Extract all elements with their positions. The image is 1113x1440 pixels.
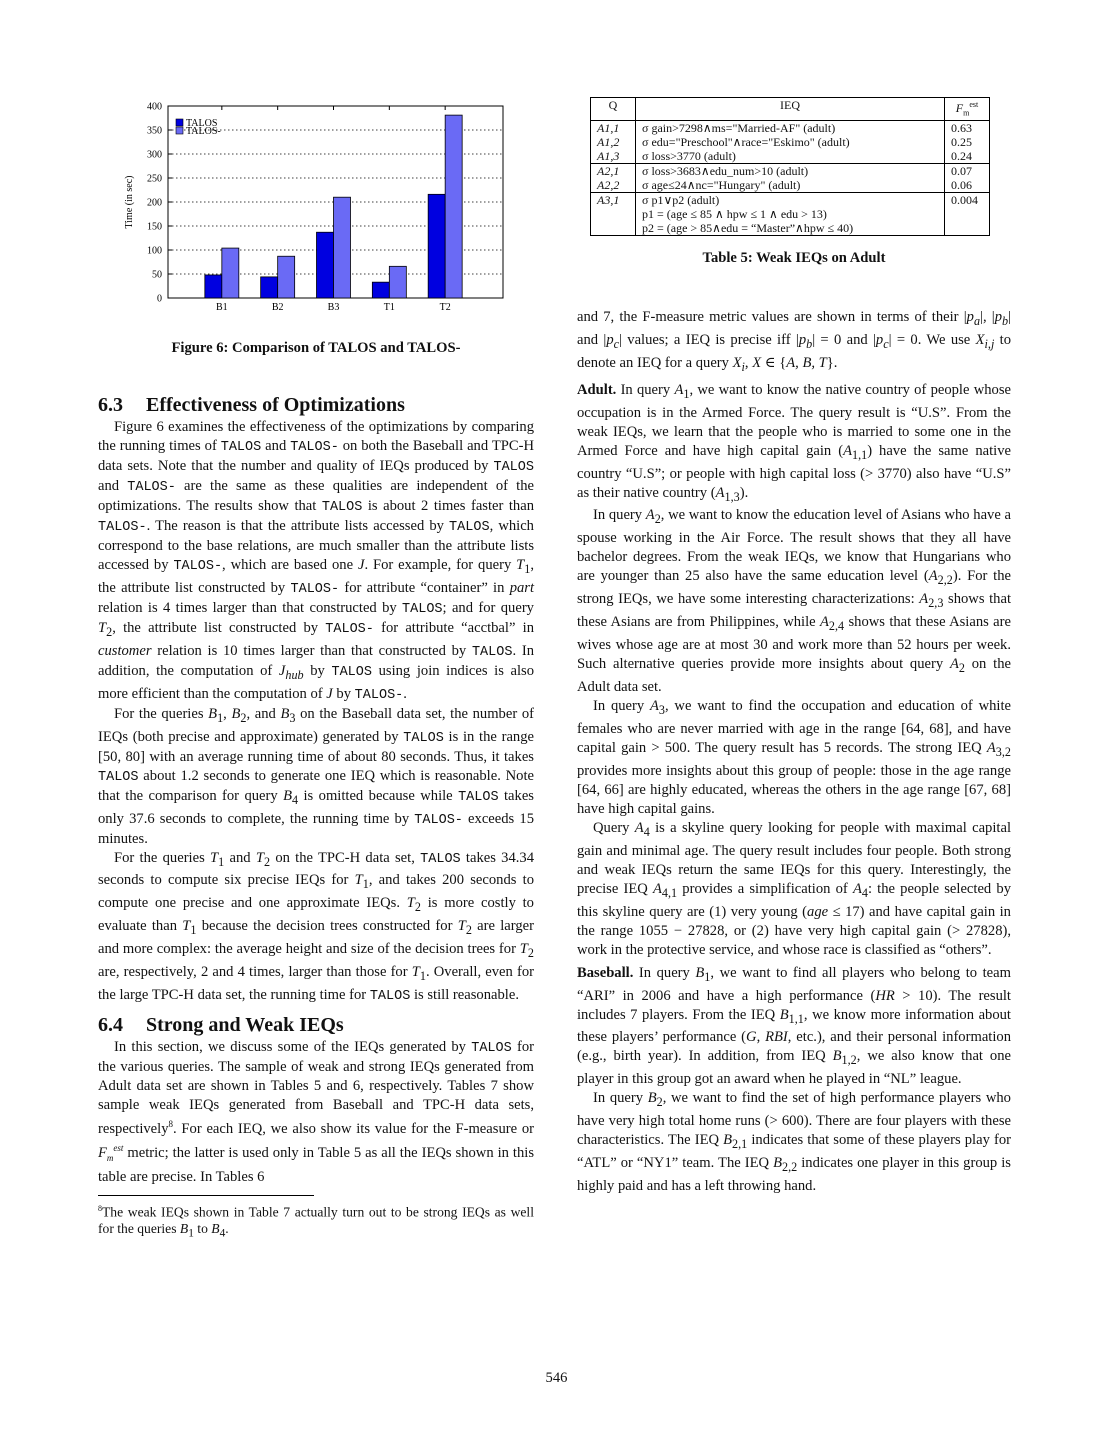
ieq-expression: σ loss>3770 (adult) [636,149,945,164]
legend-swatch [176,127,183,134]
y-tick-label: 100 [147,245,162,257]
paragraph: In query $B_2$, we want to find the set of high performance players who have very high total home runs (> 600). There are four players with these characteristics. The IEQ $B_{2,1}$ indicates that some of these players play for “ATL” or “NY1” team. The IEQ $B_{2,2}$ indicates one player in this group is highly paid and has a left throwing hand. [577,1090,1011,1195]
ieq-expression: σ p1∨p2 (adult) [636,193,945,208]
row-label: A2,1 [591,164,636,179]
bar-chart [118,96,518,316]
paragraph: In query $A_3$, we want to find the occupation and education of white females who are never married with age in the range [64, 68], and have capital gain > 500. The query result has 5 records. The strong IEQ $A_{3,2}$ provides more insights about this group of people: those in the age range [64, 66] are highly educated, whereas the others in the age range [67, 68] have high capital gains. [577,697,1011,817]
section-heading-6-4: 6.4 Strong and Weak IEQs [98,1013,344,1036]
x-tick-label: B1 [215,302,228,313]
bar-talos-B3 [317,232,334,298]
table-row [591,221,990,236]
paragraph: In this section, we discuss some of the IEQs generated by TALOS for the various queries. The sample of weak and strong IEQs generated from Adult data set are shown in Tables 5 and 6, respectively. Tables 7 show sample weak IEQs generated from Baseball and TPC-H data sets, respectively$^8$. For each IEQ, we also show its value for the F-measure or $F_m^{est}$ metric; the latter is used only in Table 5 as all the IEQs shown in this table are precise. In Tables 6 [98,1038,534,1185]
y-tick-label: 400 [147,101,162,113]
y-tick-label: 350 [147,125,162,137]
x-tick-label: B3 [327,302,340,313]
ieq-expression: p2 = (age > 85∧edu = “Master”∧hpw ≤ 40) [636,221,945,236]
legend-label: TALOS [186,118,218,129]
footnote-rule [98,1195,314,1196]
y-tick-label: 50 [152,269,162,281]
section-heading-6-3: 6.3 Effectiveness of Optimizations [98,394,405,416]
row-label [591,221,636,236]
bar-talosminus-T2 [445,115,462,298]
left-column [98,392,534,1243]
paragraph: Adult. In query $A_1$, we want to know the native country of people whose occupation is in the Armed Force. The query result is “U.S”. From the weak IEQs, we learn that the people who is married to some one in the Armed Force and have high capital gain $(A_{1,1})$ have the same native country “U.S”; or people with high capital loss (> 3770) also have “U.S” as their native country $(A_{1,3})$. [577,381,1011,504]
paragraph: For the queries $B_1$, $B_2$, and $B_3$ on the Baseball data set, the number of IEQs (both precise and approximate) generated by TALOS is in the range [50, 80] with an average running time of about 80 seconds. Thus, it takes TALOS about 1.2 seconds to generate one IEQ which is reasonable. Note that the comparison for query $B_4$ is omitted because while TALOS takes only 37.6 seconds to complete, the running time by TALOS- exceeds 15 minutes. [98,705,534,847]
x-tick-label: B2 [271,302,284,313]
row-label [591,207,636,221]
row-label: A3,1 [591,193,636,208]
bar-talos-B1 [205,275,222,298]
table-row [591,149,990,164]
ieq-expression: p1 = (age ≤ 85 ∧ hpw ≤ 1 ∧ edu > 13) [636,207,945,221]
row-label: A2,2 [591,178,636,193]
row-label: A1,3 [591,149,636,164]
y-tick-label: 300 [147,149,162,161]
figure-caption: Figure 6: Comparison of TALOS and TALOS- [171,340,461,356]
bar-talos-B2 [261,277,278,298]
fmest-value: 0.24 [945,149,990,164]
table-5 [590,97,990,236]
paragraph: Query $A_4$ is a skyline query looking for people with maximal capital gain and minimal age. The query result includes four people. Both strong and weak IEQs return the same IEQs for this query. Interestingly, the precise IEQ $A_{4,1}$ provides a simplification of $A_4$: the people selected by this skyline query are (1) very young (age ≤ 17) and have capital gain in the range 1055 − 27828, or (2) have very high capital gain (> 27828), work in the protective service, and whose race is classified as “others”. [577,819,1012,958]
fmest-value: 0.06 [945,178,990,193]
x-tick-label: T1 [383,302,395,313]
x-tick-label: T2 [439,302,451,313]
table-row [591,121,990,136]
table-row [591,135,990,149]
fmest-value: 0.63 [945,121,990,136]
paragraph: Baseball. In query $B_1$, we want to find all players who belong to team “ARI” in 2006 and have a high performance (HR > 10). The result includes 7 players. From the IEQ $B_{1,1}$, we know more information about these players’ performance (G, RBI, etc.), and their personal information (e.g., birth year). In addition, from IEQ $B_{1,2}$, we also know that one player in this group got an award when he played in “NL” league. [577,964,1011,1088]
y-axis-label: Time (in sec) [124,175,135,229]
y-tick-label: 200 [147,197,162,209]
bar-talosminus-T1 [389,266,406,298]
ieq-expression: σ loss>3683∧edu_num>10 (adult) [636,164,945,179]
paragraph: Figure 6 examines the effectiveness of the optimizations by comparing the running times of TALOS and TALOS- on both the Baseball and TPC-H data sets. Note that the number and quality of IEQs produced by TALOS and TALOS- are the same as these qualities are independent of the optimizations. The results show that TALOS is about 2 times faster than TALOS-. The reason is that the attribute lists accessed by TALOS, which correspond to the base relations, are much smaller than the attribute lists accessed by TALOS-, which are based one J. For example, for query $T_1$, the attribute list constructed by TALOS- for attribute “container” in part relation is 4 times larger than that constructed by TALOS; and for query $T_2$, the attribute list constructed by TALOS- for attribute “acctbal” in customer relation is 10 times larger than that constructed by TALOS. In addition, the computation of $J_{hub}$ by TALOS using join indices is also more efficient than the computation of J by TALOS-. [98,419,535,703]
paragraph: In query $A_2$, we want to know the education level of Asians who have a spouse working in the Air Force. The result shows that they all have bachelor degrees. From the weak IEQs, we know that Hungarians who are younger than 25 also have the same education level $(A_{2,2})$. For the strong IEQs, we have some interesting characterizations: $A_{2,3}$ shows that these Asians are from Philippines, while $A_{2,4}$ shows that these Asians are wives whose age are at most 30 and work more than 52 hours per week. Such alternative queries provide more insights about query $A_2$ on the Adult data set. [577,507,1012,695]
table-row [591,164,990,179]
ieq-expression: σ age≤24∧nc="Hungary" (adult) [636,178,945,193]
y-tick-label: 0 [157,293,162,305]
ieq-expression: σ gain>7298∧ms="Married-AF" (adult) [636,121,945,136]
bar-talosminus-B3 [334,197,351,298]
legend-swatch [176,119,183,126]
page-number: 546 [545,1370,568,1386]
table-row [591,193,990,208]
fmest-value [945,207,990,221]
table-caption: Table 5: Weak IEQs on Adult [702,250,886,266]
footnote: $^8$The weak IEQs shown in Table 7 actually turn out to be strong IEQs as well for the queries $B_1$ to $B_4$. [98,1203,534,1240]
fmest-value: 0.25 [945,135,990,149]
legend-label: TALOS- [186,126,221,137]
row-label: A1,2 [591,135,636,149]
fmest-value: 0.004 [945,193,990,208]
paragraph: and 7, the F-measure metric values are shown in terms of their $|p_a|$, $|p_b|$ and $|p_c|$ values; a IEQ is precise iff $|p_b| = 0$ and $|p_c| = 0$. We use $X_{i,j}$ to denote an IEQ for a query $X_i$, X ∈ {A, B, T}. [577,309,1011,374]
table-row [591,207,990,221]
col-header-q: Q [591,98,636,121]
bar-talos-T2 [428,194,445,298]
y-tick-label: 150 [147,221,162,233]
y-tick-label: 250 [147,173,162,185]
ieq-expression: σ edu="Preschool"∧race="Eskimo" (adult) [636,135,945,149]
table-row [591,178,990,193]
fmest-value: 0.07 [945,164,990,179]
bar-talosminus-B2 [278,256,295,298]
row-label: A1,1 [591,121,636,136]
bar-talosminus-B1 [222,248,239,298]
right-column [577,308,1011,1196]
bar-talos-T1 [372,282,389,298]
col-header-ieq: IEQ [636,98,945,121]
fmest-value [945,221,990,236]
paragraph: For the queries $T_1$ and $T_2$ on the TPC-H data set, TALOS takes 34.34 seconds to compute six precise IEQs for $T_1$, and takes 200 seconds to compute one precise and one approximate IEQs. $T_2$ is more costly to evaluate than $T_1$ because the decision trees constructed for $T_2$ are larger and more complex: the average height and size of the decision trees for $T_2$ are, respectively, 2 and 4 times, larger than those for $T_1$. Overall, even for the large TPC-H data set, the running time for TALOS is still reasonable. [98,849,535,1004]
col-header-fmest: $F_m^{est}$ [945,98,990,121]
figure-6 [118,96,518,316]
